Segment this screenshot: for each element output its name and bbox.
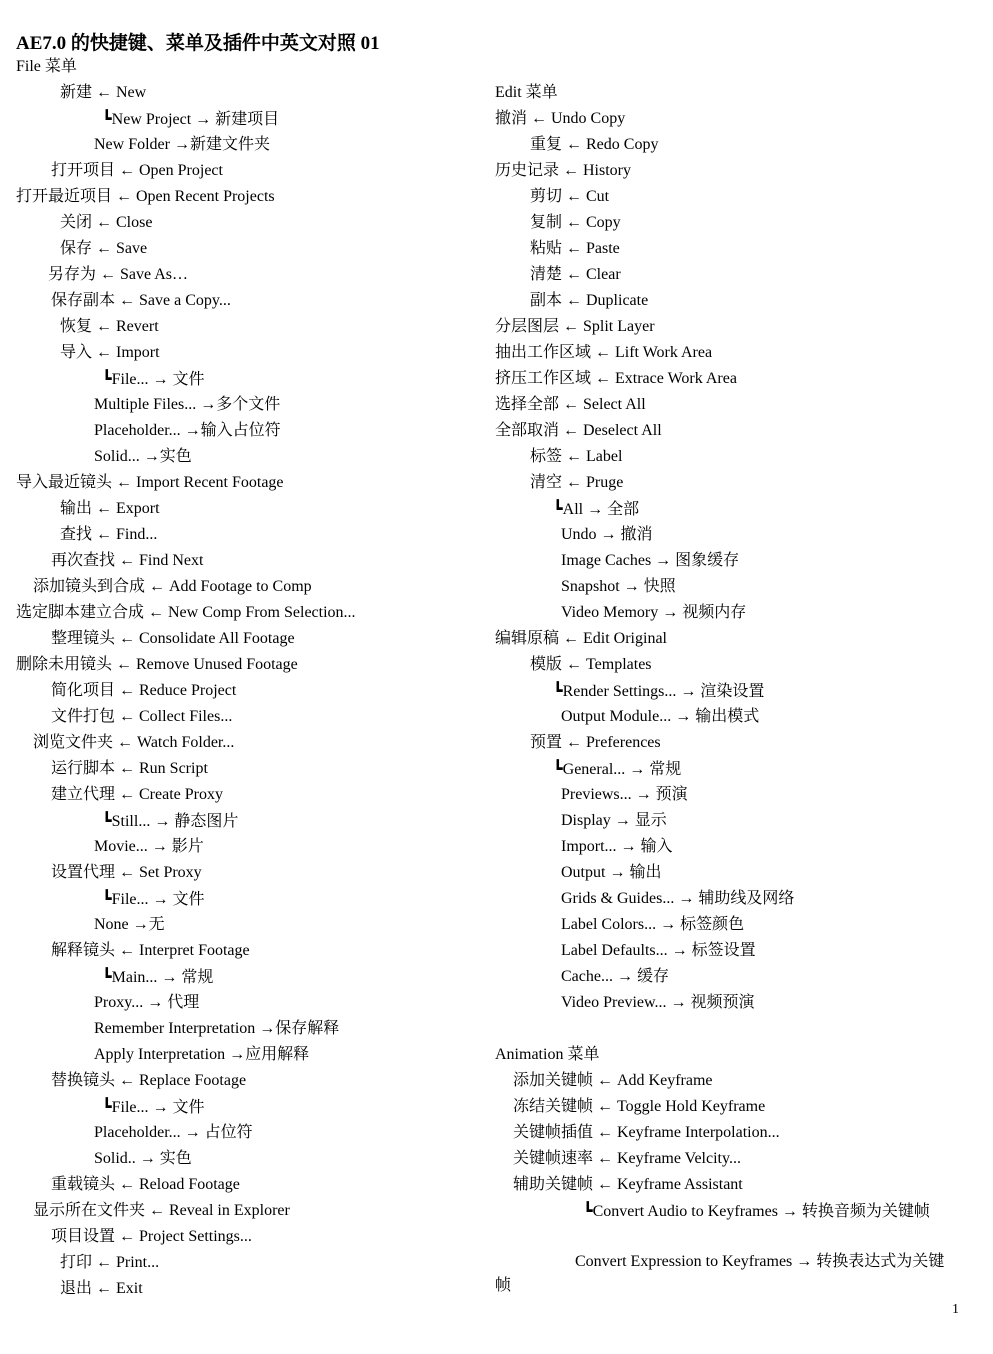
list-item: ┗File... → 文件: [102, 371, 205, 388]
list-item: 设置代理 ← Set Proxy: [51, 864, 202, 881]
list-item: ┗Main... → 常规: [102, 969, 214, 986]
list-item: ┗All → 全部: [553, 501, 640, 518]
list-item: Proxy... → 代理: [94, 994, 200, 1011]
list-item: Undo → 撤消: [561, 526, 653, 543]
list-item: 历史记录 ← History: [495, 162, 632, 179]
list-item: Output → 输出: [561, 864, 662, 881]
list-item: 选定脚本建立合成 ← New Comp From Selection...: [16, 604, 356, 621]
list-item: Solid.. → 实色: [94, 1150, 192, 1167]
list-item: 保存 ← Save: [60, 240, 148, 257]
list-item: Cache... → 缓存: [561, 968, 669, 985]
list-item: 整理镜头 ← Consolidate All Footage: [51, 630, 295, 647]
list-item: 清楚 ← Clear: [530, 266, 621, 283]
list-item: Import... → 输入: [561, 838, 673, 855]
list-item: 简化项目 ← Reduce Project: [51, 682, 237, 699]
list-item: ┗New Project → 新建项目: [102, 111, 280, 128]
list-item: Convert Expression to Keyframes → 转换表达式为关键帧: [495, 1253, 945, 1294]
list-item: 关键帧速率 ← Keyframe Velcity...: [513, 1150, 741, 1167]
edit-menu-heading: Edit 菜单: [495, 84, 558, 101]
list-item: 模版 ← Templates: [530, 656, 652, 673]
list-item: 另存为 ← Save As…: [48, 266, 189, 283]
list-item: 添加关键帧 ← Add Keyframe: [513, 1072, 713, 1089]
list-item: 再次查找 ← Find Next: [51, 552, 204, 569]
list-item: 挤压工作区域 ← Extrace Work Area: [495, 370, 737, 387]
list-item: Display → 显示: [561, 812, 667, 829]
list-item: 副本 ← Duplicate: [530, 292, 649, 309]
list-item: 粘贴 ← Paste: [530, 240, 620, 257]
document-title: AE7.0 的快捷键、菜单及插件中英文对照 01: [16, 33, 380, 54]
list-item: ┗Still... → 静态图片: [102, 813, 239, 830]
list-item: ┗File... → 文件: [102, 891, 205, 908]
list-item: 建立代理 ← Create Proxy: [51, 786, 223, 803]
list-item: 保存副本 ← Save a Copy...: [51, 292, 231, 309]
list-item: 剪切 ← Cut: [530, 188, 610, 205]
list-item: Remember Interpretation →保存解释: [94, 1020, 340, 1037]
list-item: 撤消 ← Undo Copy: [495, 110, 626, 127]
list-item: Previews... → 预演: [561, 786, 688, 803]
list-item: 导入 ← Import: [60, 344, 160, 361]
list-item: Label Colors... → 标签颜色: [561, 916, 745, 933]
list-item: ┗File... → 文件: [102, 1099, 205, 1116]
list-item: Video Preview... → 视频预演: [561, 994, 755, 1011]
list-item: 关键帧插值 ← Keyframe Interpolation...: [513, 1124, 780, 1141]
list-item: 新建 ← New: [60, 84, 147, 101]
list-item: 显示所在文件夹 ← Reveal in Explorer: [33, 1202, 290, 1219]
list-item: 标签 ← Label: [530, 448, 623, 465]
list-item: 重复 ← Redo Copy: [530, 136, 659, 153]
list-item: 打开项目 ← Open Project: [51, 162, 223, 179]
list-item: ┗Render Settings... → 渲染设置: [553, 683, 765, 700]
list-item: 分层图层 ← Split Layer: [495, 318, 655, 335]
list-item: 抽出工作区域 ← Lift Work Area: [495, 344, 713, 361]
list-item: 预置 ← Preferences: [530, 734, 661, 751]
list-item: 关闭 ← Close: [60, 214, 153, 231]
list-item: 浏览文件夹 ← Watch Folder...: [33, 734, 235, 751]
list-item: ┗Convert Audio to Keyframes → 转换音频为关键帧: [583, 1203, 930, 1220]
list-item: 打印 ← Print...: [60, 1254, 160, 1271]
list-item: Image Caches → 图象缓存: [561, 552, 740, 569]
list-item: 文件打包 ← Collect Files...: [51, 708, 233, 725]
list-item: 重载镜头 ← Reload Footage: [51, 1176, 240, 1193]
list-item: 辅助关键帧 ← Keyframe Assistant: [513, 1176, 743, 1193]
list-item: 选择全部 ← Select All: [495, 396, 646, 413]
list-item: 清空 ← Pruge: [530, 474, 624, 491]
list-item: Movie... → 影片: [94, 838, 204, 855]
list-item: 解释镜头 ← Interpret Footage: [51, 942, 250, 959]
list-item: 项目设置 ← Project Settings...: [51, 1228, 252, 1245]
list-item: 冻结关键帧 ← Toggle Hold Keyframe: [513, 1098, 766, 1115]
list-item: 运行脚本 ← Run Script: [51, 760, 208, 777]
list-item: ┗General... → 常规: [553, 761, 682, 778]
list-item: Video Memory → 视频内存: [561, 604, 747, 621]
list-item: 添加镜头到合成 ← Add Footage to Comp: [33, 578, 312, 595]
list-item: Label Defaults... → 标签设置: [561, 942, 756, 959]
list-item: 删除未用镜头 ← Remove Unused Footage: [16, 656, 298, 673]
list-item: Placeholder... → 占位符: [94, 1124, 253, 1141]
list-item: 替换镜头 ← Replace Footage: [51, 1072, 247, 1089]
list-item: New Folder →新建文件夹: [94, 136, 270, 153]
list-item: 退出 ← Exit: [60, 1280, 143, 1297]
list-item: None →无: [94, 916, 165, 933]
list-item: Multiple Files... →多个文件: [94, 396, 281, 413]
animation-menu-heading: Animation 菜单: [495, 1046, 600, 1063]
list-item: 打开最近项目 ← Open Recent Projects: [16, 188, 275, 205]
list-item: 导入最近镜头 ← Import Recent Footage: [16, 474, 284, 491]
list-item: Grids & Guides... → 辅助线及网络: [561, 890, 795, 907]
list-item: Output Module... → 输出模式: [561, 708, 760, 725]
list-item: 复制 ← Copy: [530, 214, 621, 231]
list-item: 编辑原稿 ← Edit Original: [495, 630, 667, 647]
list-item: Apply Interpretation →应用解释: [94, 1046, 310, 1063]
list-item: Placeholder... →输入占位符: [94, 422, 281, 439]
file-menu-heading: File 菜单: [16, 58, 77, 75]
page-number: 1: [952, 1302, 959, 1317]
list-item: 全部取消 ← Deselect All: [495, 422, 662, 439]
list-item: 恢复 ← Revert: [60, 318, 159, 335]
list-item: Solid... →实色: [94, 448, 192, 465]
list-item: 查找 ← Find...: [60, 526, 158, 543]
list-item: 输出 ← Export: [60, 500, 160, 517]
list-item: Snapshot → 快照: [561, 578, 676, 595]
